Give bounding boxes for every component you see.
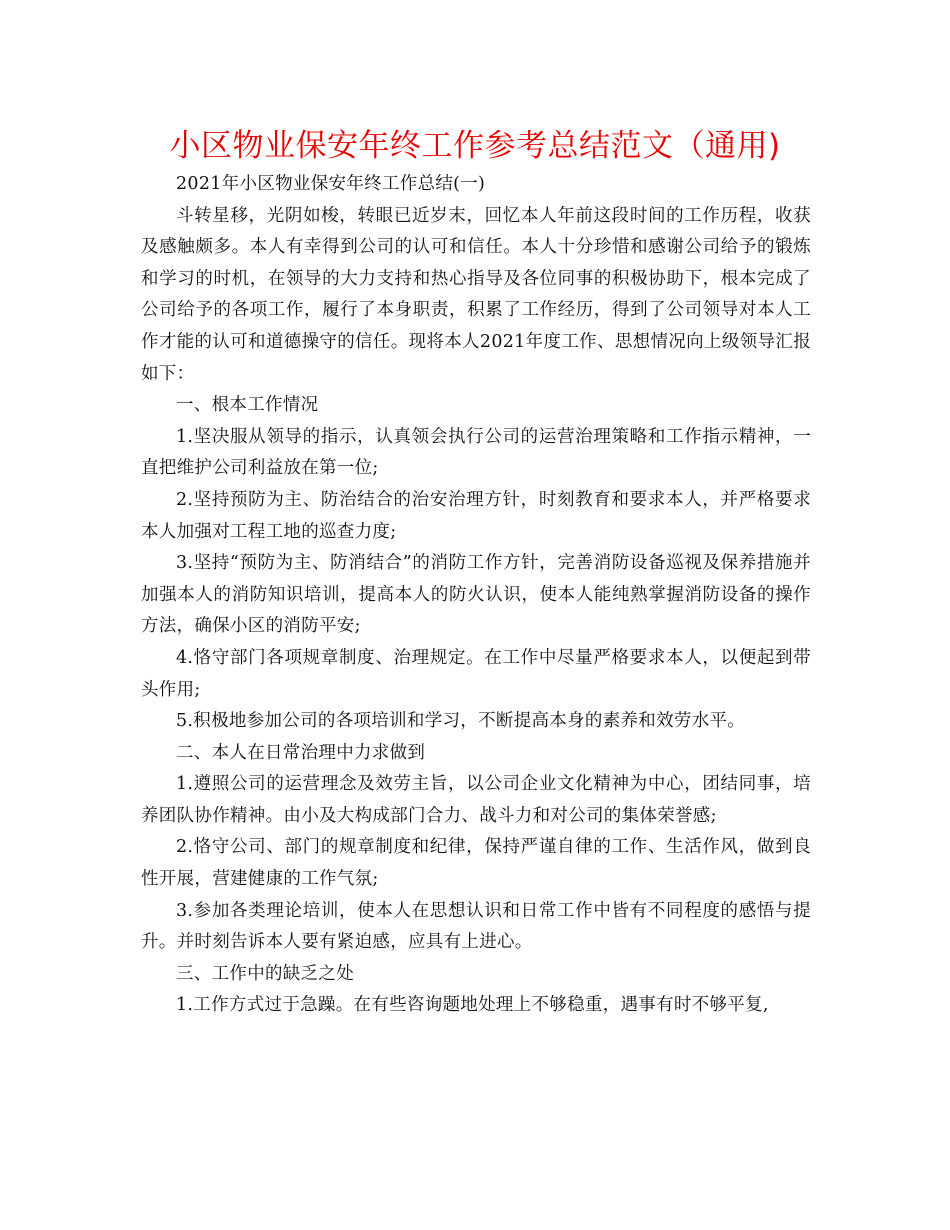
list-item: 1.坚决服从领导的指示，认真领会执行公司的运营治理策略和工作指示精神，一直把维护公司利益放在第一位;	[141, 426, 811, 479]
list-item: 4.恪守部门各项规章制度、治理规定。在工作中尽量严格要求本人，以便起到带头作用;	[141, 647, 811, 700]
list-item: 1.遵照公司的运营理念及效劳主旨，以公司企业文化精神为中心，团结同事，培养团队协作精神。由小及大构成部门合力、战斗力和对公司的集体荣誉感;	[141, 774, 811, 826]
section-heading-2: 二、本人在日常治理中力求做到	[176, 742, 426, 763]
list-item: 3.坚持“预防为主、防消结合”的消防工作方针，完善消防设备巡视及保养措施并加强本人的消防知识培训，提高本人的防火认识，使本人能纯熟掌握消防设备的操作方法，确保小区的消防平安;	[141, 553, 811, 637]
list-item: 2.坚持预防为主、防治结合的治安治理方针，时刻教育和要求本人，并严格要求本人加强对工程工地的巡查力度;	[141, 489, 811, 542]
section-heading-3: 三、工作中的缺乏之处	[176, 963, 354, 984]
list-item: 2.恪守公司、部门的规章制度和纪律，保持严谨自律的工作、生活作风，做到良性开展，营建健康的工作气氛;	[141, 837, 811, 890]
document-body	[141, 169, 811, 1022]
list-item: 5.积极地参加公司的各项培训和学习，不断提高本身的素养和效劳水平。	[176, 711, 746, 732]
intro-paragraph: 斗转星移，光阴如梭，转眼已近岁末，回忆本人年前这段时间的工作历程，收获及感触颇多。本人有幸得到公司的认可和信任。本人十分珍惜和感谢公司给予的锻炼和学习的时机，在领导的大力支持和热心指导及各位同事的积极协助下，根本完成了公司给予的各项工作，履行了本身职责，积累了工作经历，得到了公司领导对本人工作才能的认可和道德操守的信任。现将本人2021年度工作、思想情况向上级领导汇报如下：	[141, 205, 811, 384]
document-title: 小区物业保安年终工作参考总结范文（通用)	[169, 128, 781, 164]
list-item: 1.工作方式过于急躁。在有些咨询题地处理上不够稳重，遇事有时不够平复,	[176, 995, 769, 1016]
section-heading-1: 一、根本工作情况	[176, 395, 319, 416]
subtitle-paragraph: 2021年小区物业保安年终工作总结(一)	[176, 174, 486, 194]
list-item: 3.参加各类理论培训，使本人在思想认识和日常工作中皆有不同程度的感悟与提升。并时刻告诉本人要有紧迫感，应具有上进心。	[141, 900, 811, 953]
